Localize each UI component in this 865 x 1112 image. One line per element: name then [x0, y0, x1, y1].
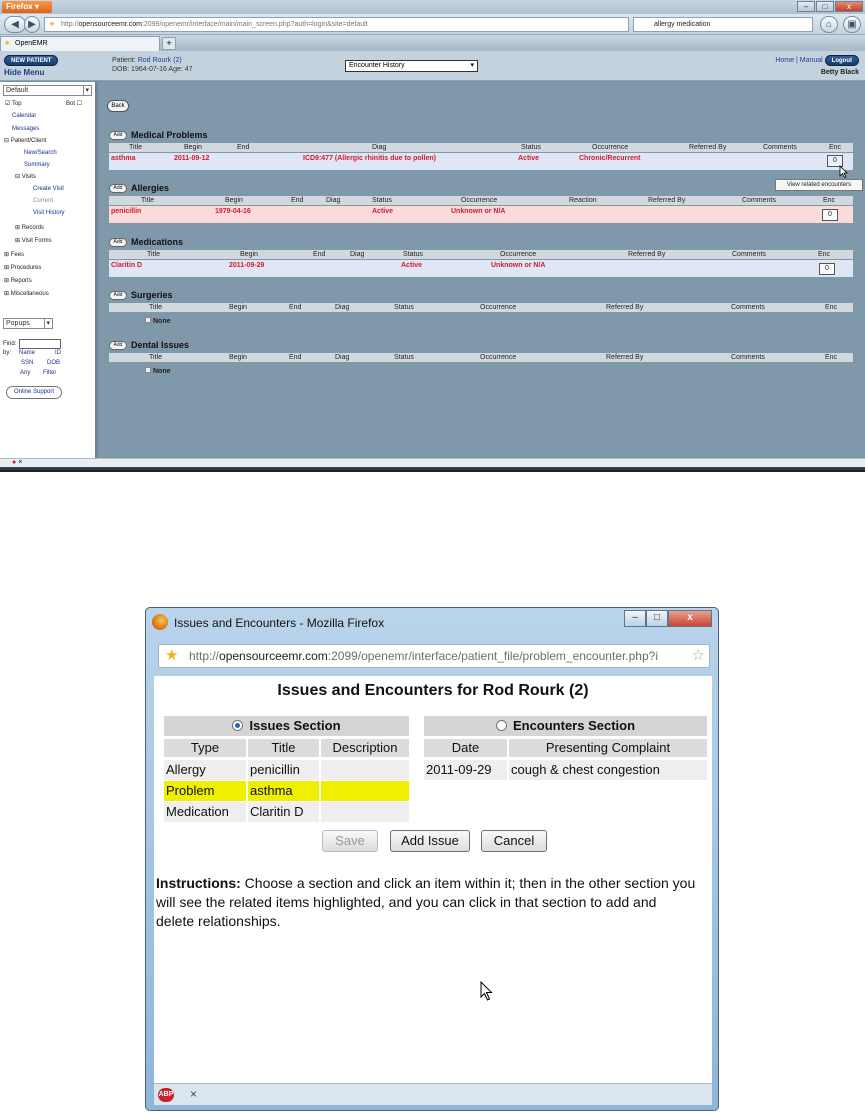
nav-calendar[interactable]: Calendar — [12, 113, 37, 119]
allergies-header — [109, 196, 853, 205]
col-description: Description — [321, 739, 409, 757]
minimize-icon[interactable]: – — [797, 1, 815, 12]
col-status: Status — [403, 251, 423, 258]
find-by-id[interactable]: ID — [55, 350, 61, 356]
manual-link[interactable]: Manual — [799, 57, 823, 64]
top-label: Top — [11, 101, 22, 107]
add-surgery-button[interactable]: Add — [109, 291, 127, 300]
col-begin: Begin — [229, 304, 247, 311]
logout-button[interactable]: Logout — [825, 55, 859, 66]
instructions — [156, 874, 696, 931]
nav-messages[interactable]: Messages — [12, 126, 40, 132]
search-bar[interactable] — [633, 17, 813, 32]
bot-label: Bot — [66, 101, 76, 107]
col-diag: Diag — [372, 144, 387, 151]
col-comments: Comments — [731, 304, 765, 311]
chevron-down-icon: ▾ — [470, 62, 474, 69]
surgeries-header — [109, 303, 853, 312]
col-comments: Comments — [731, 354, 765, 361]
statusbar-close-icon[interactable]: × — [18, 459, 23, 466]
bookmark-star-icon[interactable]: ★ — [165, 647, 179, 664]
table-row[interactable] — [109, 153, 853, 170]
minimize-icon[interactable]: – — [624, 610, 646, 627]
medical-problems-heading — [109, 130, 208, 140]
col-occurrence: Occurrence — [461, 197, 498, 204]
popup-window-controls — [624, 610, 712, 627]
nav-records[interactable]: ⊞ Records — [15, 225, 45, 231]
row-status: Active — [518, 155, 540, 162]
row-title: Claritin D — [111, 262, 143, 269]
popup-address-bar[interactable] — [158, 644, 710, 668]
col-referred-by: Referred By — [606, 354, 644, 361]
popups-value: Popups — [6, 320, 30, 327]
table-row[interactable] — [109, 260, 853, 277]
tab-strip — [0, 35, 865, 51]
patient-info — [112, 56, 193, 74]
nav-visit-forms[interactable]: ⊞ Visit Forms — [15, 238, 52, 244]
col-end: End — [289, 304, 302, 311]
col-date: Date — [424, 739, 507, 757]
firefox-menu-button[interactable]: Firefox ▾ — [2, 1, 52, 13]
new-tab-button[interactable]: + — [162, 37, 176, 50]
menu-set-select[interactable] — [3, 85, 92, 96]
add-medical-problem-button[interactable]: Add — [109, 131, 127, 140]
surgeries-heading — [109, 290, 173, 300]
url-path: :2099/openemr/interface/patient_file/problem_encounter.php?i — [327, 649, 658, 663]
find-filter[interactable]: Filter — [43, 370, 57, 376]
url-prefix: http:// — [189, 649, 220, 663]
col-begin: Begin — [225, 197, 243, 204]
row-title: asthma — [111, 155, 136, 162]
col-title: Title — [147, 251, 160, 258]
col-end: End — [289, 354, 302, 361]
popup-content — [154, 676, 712, 1083]
col-comments: Comments — [732, 251, 766, 258]
bookmark-outline-star-icon[interactable]: ☆ — [691, 647, 705, 664]
find-any[interactable]: Any — [20, 370, 31, 376]
col-comments: Comments — [742, 197, 776, 204]
instructions-label: Instructions: — [156, 875, 241, 891]
back-arrow-icon[interactable]: ◀ — [4, 16, 26, 33]
encounter-select-value: Encounter History — [349, 62, 405, 69]
url-prefix: http:// — [61, 21, 79, 28]
maximize-icon[interactable]: □ — [816, 1, 834, 12]
mouse-cursor-icon — [839, 165, 848, 178]
nav-miscellaneous[interactable]: ⊞ Miscellaneous — [4, 291, 49, 297]
section-title: Allergies — [131, 183, 170, 193]
issue-type[interactable]: Allergy — [164, 760, 246, 780]
row-title: penicillin — [111, 208, 142, 215]
close-icon[interactable]: x — [668, 610, 712, 627]
dental-header — [109, 353, 853, 362]
nav-summary[interactable]: Summary — [24, 162, 50, 168]
col-referred-by: Referred By — [689, 144, 727, 151]
col-end: End — [291, 197, 304, 204]
nav-visits[interactable]: ⊟ Visits — [15, 174, 36, 180]
browser-statusbar — [0, 458, 865, 467]
add-issue-button[interactable]: Add Issue — [390, 830, 470, 852]
issue-description[interactable] — [321, 760, 409, 780]
left-navigation — [0, 82, 97, 458]
patient-name-link[interactable]: Rod Rourk (2) — [137, 57, 182, 64]
col-status: Status — [521, 144, 541, 151]
col-title: Title — [149, 354, 162, 361]
mouse-cursor-icon — [480, 981, 494, 1001]
by-label: by: — [3, 350, 12, 356]
issue-title[interactable]: penicillin — [248, 760, 319, 780]
col-occurrence: Occurrence — [500, 251, 537, 258]
taskbar — [0, 467, 865, 472]
nav-fees[interactable]: ⊞ Fees — [4, 252, 25, 258]
medical-problems-header — [109, 143, 853, 152]
navigation-toolbar — [0, 14, 865, 35]
col-referred-by: Referred By — [648, 197, 686, 204]
encounters-radio[interactable] — [496, 720, 507, 731]
col-enc: Enc — [825, 354, 838, 361]
col-occurrence: Occurrence — [592, 144, 629, 151]
find-by-dob[interactable]: DOB — [47, 360, 61, 366]
col-occurrence: Occurrence — [480, 354, 517, 361]
addons-icon[interactable]: ▣ — [843, 16, 861, 33]
nav-current[interactable]: Current — [33, 198, 54, 204]
issues-section-label: Issues Section — [249, 718, 341, 733]
add-dental-issue-button[interactable]: Add — [109, 341, 127, 350]
col-presenting-complaint: Presenting Complaint — [509, 739, 707, 757]
find-by-name[interactable]: Name — [19, 350, 36, 356]
enc-button[interactable]: 0 — [827, 155, 843, 167]
online-support-button[interactable]: Online Support — [6, 386, 62, 399]
row-occurrence: Unknown or N/A — [451, 208, 506, 215]
section-title: Medical Problems — [131, 130, 208, 140]
checkbox-icon — [145, 317, 151, 323]
popups-select[interactable] — [3, 318, 53, 329]
issues-content — [99, 82, 865, 458]
search-query: allergy medication — [654, 21, 711, 28]
tab-label: OpenEMR — [15, 40, 48, 47]
page-title: Issues and Encounters for Rod Rourk (2) — [277, 682, 589, 699]
issues-radio[interactable] — [232, 720, 243, 731]
bookmark-star-icon[interactable]: ★ — [49, 21, 56, 28]
popup-window-title: Issues and Encounters - Mozilla Firefox — [174, 616, 385, 630]
col-occurrence: Occurrence — [480, 304, 517, 311]
row-occurrence: Chronic/Recurrent — [579, 155, 641, 162]
encounter-date[interactable]: 2011-09-29 — [424, 760, 507, 780]
patient-label: Patient: — [112, 57, 136, 64]
col-title: Title — [149, 304, 162, 311]
find-label: Find: — [3, 341, 17, 347]
section-title: Medications — [131, 237, 184, 247]
section-title: Surgeries — [131, 290, 173, 300]
home-icon[interactable]: ⌂ — [820, 16, 838, 33]
browser-titlebar — [0, 0, 865, 14]
col-begin: Begin — [240, 251, 258, 258]
medications-header — [109, 250, 853, 259]
col-begin: Begin — [184, 144, 202, 151]
url-domain: opensourceemr.com — [219, 649, 328, 663]
patient-dob-age: DOB: 1964-07-16 Age: 47 — [112, 66, 193, 73]
dental-none[interactable] — [145, 367, 171, 375]
url-path: :2099/openemr/interface/main/main_screen.php?auth=login&site=default — [141, 21, 368, 28]
maximize-icon[interactable]: □ — [646, 610, 668, 627]
bot-checkbox[interactable]: Bot ☐ — [66, 101, 83, 107]
hide-menu-link[interactable]: Hide Menu — [4, 68, 45, 77]
col-referred-by: Referred By — [628, 251, 666, 258]
issue-title[interactable]: Claritin D — [248, 802, 319, 822]
enc-button[interactable]: 0 — [822, 209, 838, 221]
col-enc: Enc — [818, 251, 831, 258]
encounters-section-label: Encounters Section — [512, 718, 636, 733]
nav-reports[interactable]: ⊞ Reports — [4, 278, 32, 284]
col-enc: Enc — [829, 144, 842, 151]
save-button[interactable]: Save — [322, 830, 378, 852]
col-end: End — [237, 144, 250, 151]
issue-type[interactable]: Problem — [164, 781, 246, 801]
col-title: Title — [248, 739, 319, 757]
col-end: End — [313, 251, 326, 258]
adblock-icon[interactable]: ABP — [158, 1088, 174, 1102]
medications-heading — [109, 237, 183, 247]
surgeries-none[interactable] — [145, 317, 171, 325]
main-browser-window — [0, 0, 865, 472]
emr-header — [0, 51, 865, 81]
nav-new-search[interactable]: New/Search — [24, 150, 57, 156]
col-type: Type — [164, 739, 246, 757]
firefox-logo-icon — [152, 614, 168, 630]
nav-visit-history[interactable]: Visit History — [33, 210, 65, 216]
tab-favicon-icon: ★ — [4, 40, 11, 47]
none-label: None — [153, 368, 171, 375]
table-row[interactable] — [109, 206, 853, 223]
col-status: Status — [394, 304, 414, 311]
address-bar[interactable] — [44, 17, 629, 32]
row-begin: 2011-09-29 — [229, 262, 265, 269]
forward-arrow-icon[interactable]: ▶ — [24, 16, 40, 33]
close-icon[interactable]: x — [835, 1, 863, 12]
add-allergy-button[interactable]: Add — [109, 184, 127, 193]
col-title: Title — [129, 144, 142, 151]
dental-issues-heading — [109, 340, 189, 350]
col-reaction: Reaction — [569, 197, 597, 204]
top-checkbox[interactable]: ☑ Top — [5, 101, 22, 107]
col-diag: Diag — [350, 251, 365, 258]
issue-title[interactable]: asthma — [248, 781, 319, 801]
issues-section-header[interactable] — [164, 716, 409, 736]
find-input[interactable] — [19, 339, 61, 349]
issue-type[interactable]: Medication — [164, 802, 246, 822]
none-label: None — [153, 318, 171, 325]
popup-statusbar — [154, 1083, 712, 1105]
new-patient-button[interactable]: NEW PATIENT — [4, 55, 58, 66]
nav-create-visit[interactable]: Create Visit — [33, 186, 64, 192]
home-link[interactable]: Home — [775, 57, 795, 64]
col-status: Status — [394, 354, 414, 361]
col-enc: Enc — [825, 304, 838, 311]
allergies-heading — [109, 183, 169, 193]
related-encounters-tooltip: View related encounters — [775, 179, 863, 191]
instructions-text: Choose a section and click an item within it; then in the other section you will see the related items highlighted, and you can click in that section to add and delete relationships. — [156, 875, 696, 929]
row-status: Active — [401, 262, 423, 269]
row-status: Active — [372, 208, 394, 215]
user-name: Betty Black — [820, 69, 859, 76]
col-referred-by: Referred By — [606, 304, 644, 311]
col-diag: Diag — [335, 304, 350, 311]
window-controls — [797, 1, 863, 12]
back-button[interactable]: Back — [107, 100, 129, 112]
enc-button[interactable]: 0 — [819, 263, 835, 275]
menu-set-value: Default — [6, 87, 29, 94]
adblock-icon[interactable]: ● — [12, 459, 17, 466]
issues-encounters-popup — [145, 607, 719, 1111]
row-begin: 1979-04-16 — [215, 208, 251, 215]
col-diag: Diag — [326, 197, 341, 204]
chevron-down-icon: ▾ — [85, 87, 89, 94]
url-domain: opensourceemr.com — [78, 21, 142, 28]
nav-procedures[interactable]: ⊞ Procedures — [4, 265, 42, 271]
col-title: Title — [141, 197, 154, 204]
encounters-section-header[interactable] — [424, 716, 707, 736]
statusbar-close-icon[interactable]: × — [190, 1087, 198, 1101]
encounter-complaint[interactable]: cough & chest congestion — [509, 760, 707, 780]
row-begin: 2011-09-12 — [174, 155, 210, 162]
col-enc: Enc — [823, 197, 836, 204]
col-comments: Comments — [763, 144, 797, 151]
tab-openemr[interactable] — [0, 36, 160, 51]
top-links: Home | Manual Logout Betty Black — [775, 57, 859, 76]
col-status: Status — [372, 197, 392, 204]
chevron-down-icon: ▾ — [46, 320, 50, 327]
issue-description[interactable] — [321, 781, 409, 801]
col-diag: Diag — [335, 354, 350, 361]
cancel-button[interactable]: Cancel — [481, 830, 547, 852]
col-begin: Begin — [229, 354, 247, 361]
checkbox-icon — [145, 367, 151, 373]
add-medication-button[interactable]: Add — [109, 238, 127, 247]
row-diag: ICD9:477 (Allergic rhinitis due to pollen) — [303, 155, 437, 162]
issue-description[interactable] — [321, 802, 409, 822]
encounter-history-select[interactable] — [345, 60, 478, 72]
row-occurrence: Unknown or N/A — [491, 262, 546, 269]
find-by-ssn[interactable]: SSN — [21, 360, 34, 366]
section-title: Dental Issues — [131, 340, 190, 350]
nav-patient-client[interactable]: ⊟ Patient/Client — [4, 138, 47, 144]
